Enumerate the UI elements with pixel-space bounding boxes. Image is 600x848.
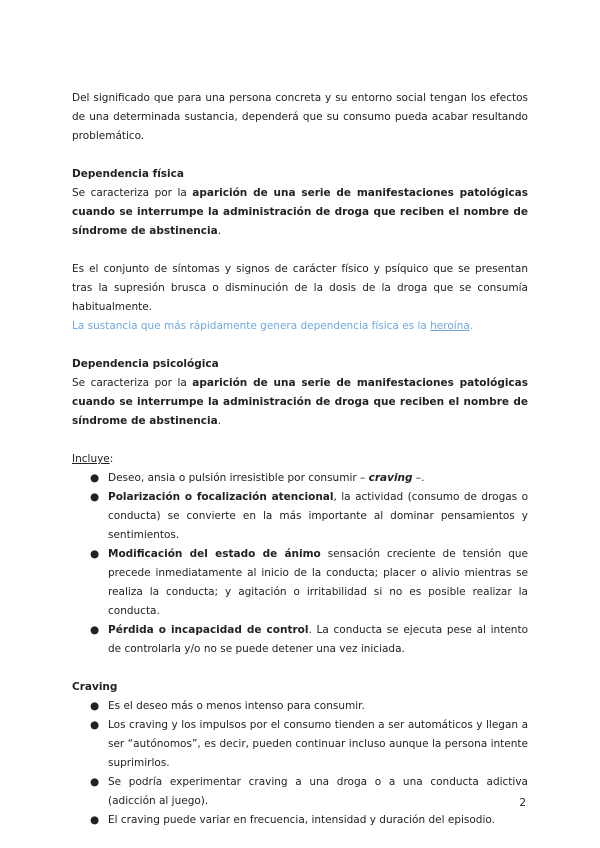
incluye-list xyxy=(72,469,528,659)
fisica-paragraph-2: Es el conjunto de síntomas y signos de carácter físico y psíquico que se presentan tras la supresión brusca o disminución de la dosis de la droga que se consumía habitualmente. xyxy=(72,263,528,313)
list-item: ● Es el deseo más o menos intenso para consumir. xyxy=(72,697,528,716)
list-item: ● Deseo, ansia o pulsión irresistible por consumir – craving –. xyxy=(72,469,528,488)
bullet-icon: ● xyxy=(90,491,100,503)
bullet-icon: ● xyxy=(90,472,100,484)
bullet-icon: ● xyxy=(90,624,100,636)
heroina-link[interactable]: heroína xyxy=(430,320,470,332)
page-number: 2 xyxy=(519,797,526,809)
list-item: ● Polarización o focalización atencional, la actividad (consumo de drogas o conducta) se convierte en la más importante al dominar pensamientos y sentimientos. xyxy=(72,488,528,545)
craving-list xyxy=(72,697,528,830)
fisica-paragraph-1: Se caracteriza por la aparición de una serie de manifestaciones patológicas cuando se interrumpe la administración de droga que reciben el nombre de síndrome de abstinencia. xyxy=(72,187,528,237)
fisica-paragraph-3: La sustancia que más rápidamente genera dependencia física es la heroína. xyxy=(72,320,474,332)
list-item: ● Los craving y los impulsos por el consumo tienden a ser automáticos y llegan a ser “autónomos”, es decir, pueden continuar incluso aunque la persona intente suprimirlos. xyxy=(72,716,528,773)
bullet-icon: ● xyxy=(90,814,100,826)
list-item: ● Pérdida o incapacidad de control. La conducta se ejecuta pese al intento de controlarla y/o no se puede detener una vez iniciada. xyxy=(72,621,528,659)
list-item: ● Modificación del estado de ánimo sensación creciente de tensión que precede inmediatamente al inicio de la conducta; placer o alivio mientras se realiza la conducta; y agitación o irritabilidad si no es posible realizar la conducta. xyxy=(72,545,528,621)
document-page xyxy=(72,89,528,830)
list-item: ● El craving puede variar en frecuencia, intensidad y duración del episodio. xyxy=(72,811,528,830)
bullet-icon: ● xyxy=(90,776,100,788)
bullet-icon: ● xyxy=(90,719,100,731)
psicologica-paragraph-1: Se caracteriza por la aparición de una serie de manifestaciones patológicas cuando se interrumpe la administración de droga que reciben el nombre de síndrome de abstinencia. xyxy=(72,377,528,427)
section-title-psicologica: Dependencia psicológica xyxy=(72,358,219,370)
section-title-craving: Craving xyxy=(72,681,118,693)
intro-paragraph: Del significado que para una persona concreta y su entorno social tengan los efectos de una determinada sustancia, dependerá que su consumo pueda acabar resultando problemático. xyxy=(72,92,528,142)
section-title-fisica: Dependencia física xyxy=(72,168,184,180)
bullet-icon: ● xyxy=(90,548,100,560)
list-item: ● Se podría experimentar craving a una droga o a una conducta adictiva (adicción al juego). xyxy=(72,773,528,811)
bullet-icon: ● xyxy=(90,700,100,712)
incluye-label: Incluye: xyxy=(72,453,114,465)
